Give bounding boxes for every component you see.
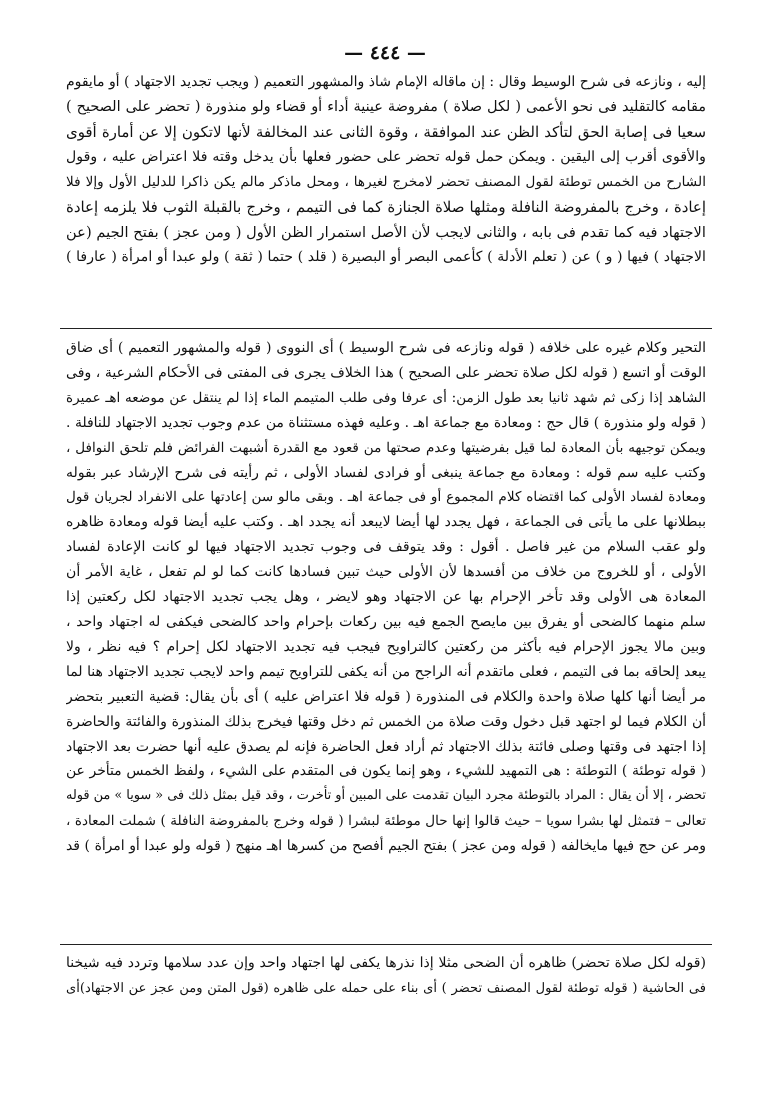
commentary-line: ( قوله ولو منذورة ) قال حج : ومعادة مع جماعة اهـ . وعليه فهذه مستثناة من عدم وجوب تجديد الاجتهاد للنافلة . — [66, 414, 706, 431]
commentary-line: الوقت أو اتسع ( قوله لكل صلاة تحضر على الصحيح ) هذا الخلاف يجرى فى المفتى فى الأحكام الشرعية ، وفى — [66, 364, 706, 381]
commentary-line: ببطلانها على ما يأتى فى الجماعة ، فهل يجدد لها أيضا لايبعد أنه يجدد اهـ . وكتب عليه أيضا قوله ومعادة ظاهره — [66, 514, 706, 531]
footnote-text — [66, 951, 706, 1001]
commentary-line: المعادة هى الأولى وقد تأخر الإحرام بها عن الاجتهاد وهو لايضر ، وهل يجب تجديد الاجتهاد لكل ركعتين إذا — [66, 589, 706, 606]
main-text-line: الاجتهاد فيه كما تقدم فى بابه ، والثانى لايجب لأن الأصل استمرار الظن الأول ( ومن عجز ) بفتح الجيم (عن — [66, 224, 706, 241]
commentary-line: التحير وكلام غيره على خلافه ( قوله ونازعه فى شرح الوسيط ) أى النووى ( قوله والمشهور التعميم ) أى ضاق — [66, 340, 706, 356]
commentary-line: ( قوله توطئة ) التوطئة : هى التمهيد للشيء ، وهو إنما يكون فى المتقدم على الشيء ، ولفظ الخمس متأخر عن — [66, 763, 706, 780]
commentary-text — [66, 336, 706, 859]
footnote-line: (قوله لكل صلاة تحضر) ظاهره أن الضحى مثلا إذا نذرها يكفى لها اجتهاد واحد وإن عدد سلامها وتردد فيه شيخنا — [66, 955, 706, 971]
commentary-line: وكتب عليه سم قوله : ومعادة مع جماعة ينبغى أو فرادى لفساد الأولى ، ثم رأيته فى شرح الإرشاد عبر بقوله — [66, 464, 706, 481]
commentary-line: ومعادة لفساد الأولى كما اقتضاه كلام المجموع أو فى جماعة اهـ . وبقى مالو سن إعادتها على الانفراد لجريان قول — [66, 489, 706, 506]
commentary-line: ويمكن توجيهه بأن المعادة لما قيل بفرضيتها وعدم صحتها من قعود مع القدرة أشبهت الفرائض فلم تلحق النوافل ، — [66, 439, 706, 456]
commentary-line: الأولى ، أو للخروج من خلاف من أفسدها لأن الأولى حيث تبين فسادها كانت كما لو لم تفعل ، غاية الأمر أن — [66, 564, 706, 581]
commentary-line: الشاهد إذا زكى ثم شهد ثانيا بعد طول الزمن: أى عرفا وفى طلب المتيمم الماء إذا لم ينتقل عن موضعه اهـ عميرة — [66, 389, 706, 406]
commentary-line: أن الكلام فيما لو اجتهد قبل دخول وقت صلاة من الخمس ثم دخل وقتها فيخرج بذلك المنذورة والفائتة والحاضرة — [66, 713, 706, 730]
commentary-line: وبين مالا يجوز الإحرام فيه بأكثر من ركعتين كالتراويح فيجب فيه تجديد الاجتهاد لكل إحرام ؟ فيه نظر ، ولا — [66, 638, 706, 655]
main-text-line: إليه ، ونازعه فى شرح الوسيط وقال : إن ماقاله الإمام شاذ والمشهور التعميم ( ويجب تجديد الاجتهاد ) أو مايقوم — [66, 74, 706, 90]
footnote-line: فى الحاشية ( قوله توطئة لقول المصنف تحضر ) أى بناء على حمله على ظاهره (قول المتن ومن عجز عن الاجتهاد)أى — [66, 981, 706, 996]
main-text-line: الاجتهاد ) فيها ( و ) عن ( تعلم الأدلة ) كأعمى البصر أو البصيرة ( قلد ) حتما ( ثقة ) ولو عبدا أو امرأة ( عارفا ) — [66, 249, 706, 265]
commentary-line: ومر عن حج فيها مايخالفه ( قوله ومن عجز ) بفتح الجيم أفصح من كسرها اهـ منهج ( قوله ولو عبدا أو امرأة ) قد — [66, 838, 706, 855]
main-text-line: مقامه كالتقليد فى نحو الأعمى ( لكل صلاة ) مفروضة عينية أداء أو قضاء ولو منذورة ( تحضر على الصحيح ) — [66, 99, 706, 115]
page-number: — ٤٤٤ — — [344, 42, 426, 64]
main-text-line: والأقوى أقرب إلى اليقين . ويمكن حمل قوله تحضر على حضور فعلها بأن يدخل وقته فلا اعتراض عليه ، وقول — [66, 149, 706, 165]
commentary-line: يبعد إلحاقه بما فى التيمم ، فعلى ماتقدم أنه الراجح من أنه يكفى للتراويح تيمم واحد لايجب تجديد الاجتهاد هنا لما — [66, 663, 706, 680]
separator-rule — [60, 944, 712, 945]
commentary-line: تعالى – فتمثل لها بشرا سويا – حيث قالوا إنها حال موطئة لبشرا ( قوله وخرج بالمفروضة النافلة ) شملت المعادة ، — [66, 813, 706, 830]
commentary-line: ولو عقب السلام من غير فاصل . أقول : وقد يتوقف فى وجوب تجديد الاجتهاد فيها لو كانت الإعادة لفساد — [66, 539, 706, 556]
main-text-line: سعيا فى إصابة الحق لتأكد الظن عند الموافقة ، وقوة الثانى عند المخالفة لأنها لاتكون إلا عن أمارة أقوى — [66, 123, 706, 141]
separator-rule — [60, 328, 712, 329]
main-text-line: الشارح من الخمس توطئة لقول المصنف تحضر لامخرج لغيرها ، ومحل ماذكر مالم يكن ذاكرا للدليل الأول وإلا فلا — [66, 174, 706, 190]
commentary-line: إذا اجتهد فى وقتها وصلى فائتة بذلك الاجتهاد ثم أراد فعل الحاضرة فإنه لم يصدق عليه أنها حضرت بعد الاجتهاد — [66, 738, 706, 755]
main-text — [66, 70, 706, 270]
main-text-line: إعادة ، وخرج بالمفروضة النافلة ومثلها صلاة الجنازة كما فى التيمم ، وخرج بالقبلة الثوب فلا يلزمه إعادة — [66, 198, 706, 216]
commentary-line: تحضر ، إلا أن يقال : المراد بالتوطئة مجرد البيان تقدمت على المبين أو تأخرت ، وقد قيل بمثل ذلك فى « سويا » من قوله — [66, 788, 706, 804]
commentary-line: سلم منهما كالضحى أو يفرق بين مايصح الجمع فيه بين ركعات بإحرام واحد كالضحى فيكفى له اجتهاد واحد ، — [66, 613, 706, 630]
commentary-line: مر أيضا أنها كلها صلاة واحدة والكلام فى المنذورة ( قوله فلا اعتراض عليه ) أى بأن يقال: قضية التعبير بتحضر — [66, 688, 706, 705]
